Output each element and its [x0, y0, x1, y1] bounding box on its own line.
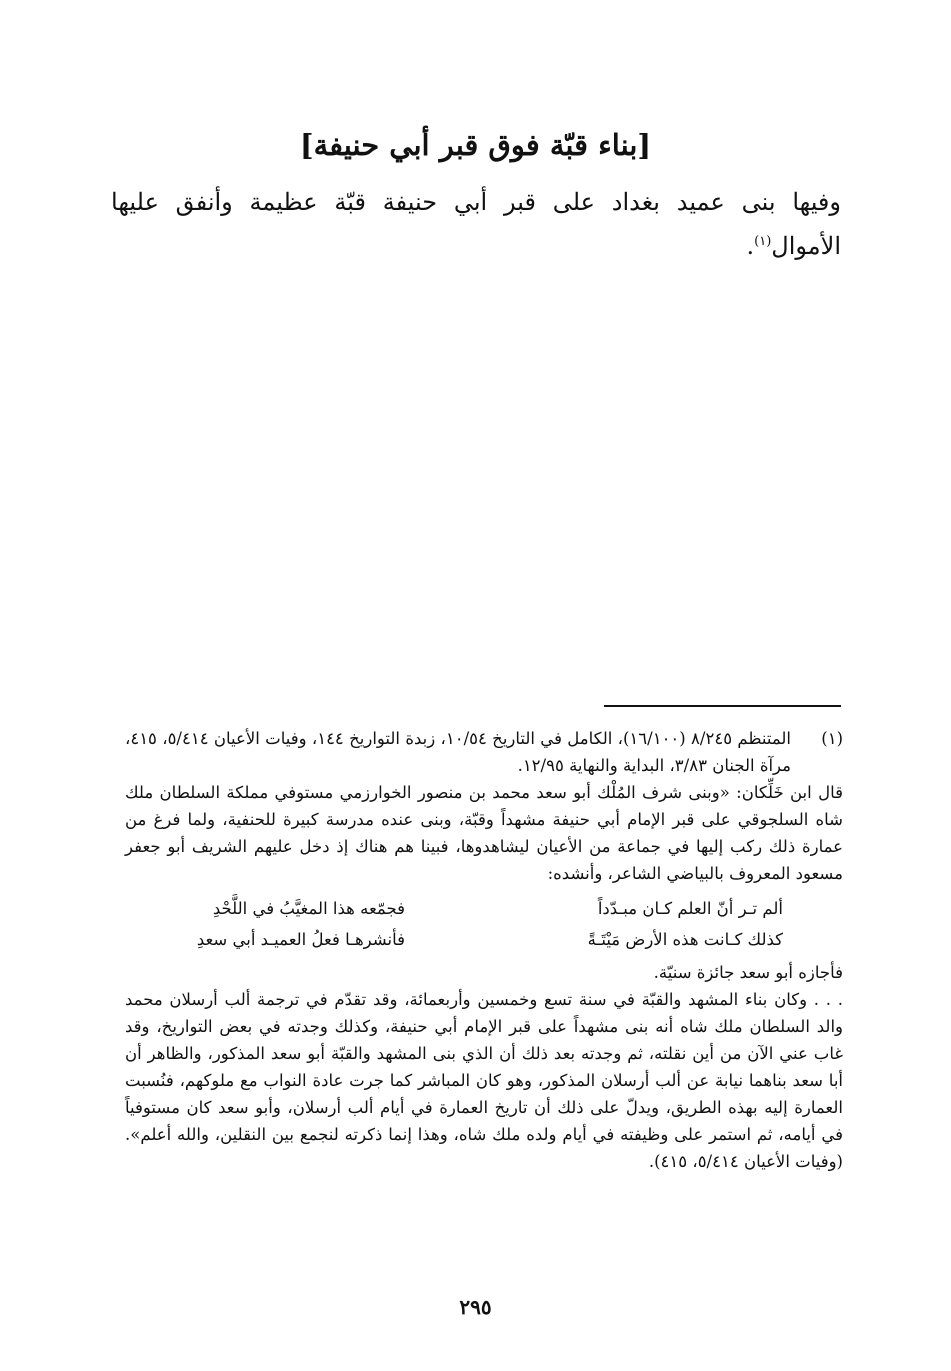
poem [125, 893, 843, 955]
footnote-quote-intro: قال ابن خَلِّكان: «وبنى شرف المُلْك أبو سعد محمد بن منصور الخوارزمي مستوفي مملكة السلطان ملك شاه السلجوقي على قبر الإمام أبي حنيفة مشهداً وقبّة، وبنى عنده مدرسة كبيرة للحنفية، ولما فرغ من عمارة ذلك ركب إليها في جماعة من الأعيان ليشاهدوها، فبينا هم هناك إذ دخل عليهم الشريف أبو جعفر مسعود المعروف بالبياضي الشاعر، وأنشده: [125, 783, 843, 883]
poem-verse-2-second-hemistich: فأنشرهـا فعلُ العميـد أبي سعدِ [196, 930, 405, 949]
footnote-citations: المتنظم ٨/٢٤٥ (١٦/١٠٠)، الكامل في التاريخ ١٠/٥٤، زبدة التواريخ ١٤٤، وفيات الأعيان ٥/٤١٤، ٤١٥، مرآة الجنان ٣/٨٣، البداية والنهاية ١٢/٩٥. [125, 729, 791, 775]
footnote-reference[interactable]: (١) [754, 234, 772, 249]
footnote-continuation: . . . وكان بناء المشهد والقبّة في سنة تسع وخمسين وأربعمائة، وقد تقدّم في ترجمة ألب أرسلان محمد والد السلطان ملك شاه أنه بنى مشهداً على قبر الإمام أبي حنيفة، وكذلك وجدته في بعض التواريخ، وقد غاب عني الآن من أين نقلته، ثم وجدته بعد ذلك أن الذي بنى المشهد والقبّة أبو سعد المذكور، والظاهر أن أبا سعد بناهما نيابة عن ألب أرسلان المذكور، وهو كان المباشر كما جرت عادة النواب مع ملوكهم، فنُسبت العمارة إليه بهذه الطريق، ويدلّ على ذلك أن تاريخ العمارة في أيام ألب أرسلان، وأبو سعد كان مستوفياً في أيامه، ثم استمر على وظيفته في أيام ولده ملك شاه، وهذا إنما ذكرته لنجمع بين النقلين، والله أعلم». (وفيات الأعيان ٥/٤١٤، ٤١٥). [125, 990, 843, 1171]
footnote-number: (١) [821, 729, 843, 748]
main-paragraph-end: . [746, 232, 755, 260]
poem-verse-2 [165, 924, 783, 955]
main-paragraph-text: وفيها بنى عميد بغداد على قبر أبي حنيفة قبّة عظيمة وأنفق عليها الأموال [111, 188, 841, 260]
poem-verse-1 [165, 893, 783, 924]
section-heading: [بناء قبّة فوق قبر أبي حنيفة] [299, 128, 652, 162]
poem-verse-2-first-hemistich: كذلك كـانت هذه الأرض مَيْتَـةً [587, 930, 783, 949]
poem-verse-1-first-hemistich: ألم تـر أنّ العلم كـان مبـدّداً [597, 899, 783, 918]
footnote-1 [125, 725, 843, 779]
footnote-after-poem: فأجازه أبو سعد جائزة سنيّة. [653, 963, 843, 982]
footnotes-section [125, 725, 843, 1175]
poem-verse-1-second-hemistich: فجمّعه هذا المغيَّبُ في اللَّحْدِ [212, 899, 405, 918]
page-number: ٢٩٥ [459, 1295, 492, 1319]
main-paragraph [111, 180, 841, 268]
footnote-divider [604, 705, 841, 707]
